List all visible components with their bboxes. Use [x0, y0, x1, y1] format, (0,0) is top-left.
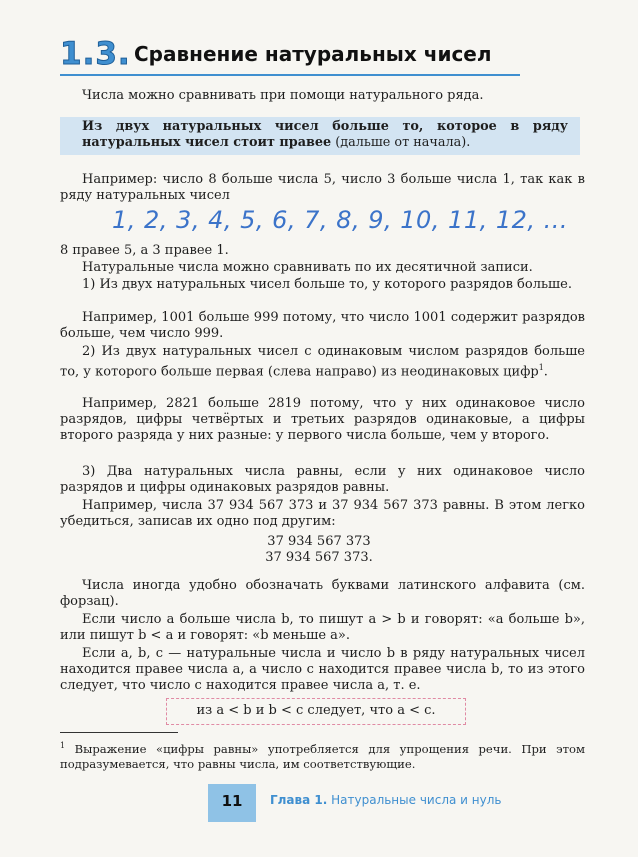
number-line-1: 37 934 567 373: [267, 534, 371, 549]
section-number: 1.3.: [60, 36, 131, 72]
example-paragraph-3: Например, 2821 больше 2819 потому, что у них одинаковое число разрядов, цифры четвёртых и третьих разрядов одинаковые, а цифры второго разряда у них разные: у первого числа больше, чем у второго.: [60, 396, 585, 443]
section-title: Сравнение натуральных чисел: [134, 42, 492, 66]
example-paragraph-4: Например, числа 37 934 567 373 и 37 934 567 373 равны. В этом легко убедиться, записав их одно под другим:: [60, 498, 585, 529]
chapter-footer: [270, 793, 501, 807]
handwritten-number-series: 1, 2, 3, 4, 5, 6, 7, 8, 9, 10, 11, 12, ...: [112, 206, 569, 234]
rule-2-text: 2) Из двух натуральных чисел с одинаковым числом разрядов больше то, у которого больше первая (слева направо) из неодинаковых цифр: [60, 344, 585, 380]
ab-paragraph: Если число a больше числа b, то пишут a > b и говорят: «a больше b», или пишут b < a и говорят: «b меньше a».: [60, 612, 585, 643]
rule-3-paragraph: 3) Два натуральных числа равны, если у них одинаковое число разрядов и цифры одинаковых разрядов равны.: [60, 464, 585, 495]
after-series-text: 8 правее 5, а 3 правее 1.: [60, 243, 229, 258]
header-underline: [60, 74, 520, 76]
rule-1-paragraph: 1) Из двух натуральных чисел больше то, у которого разрядов больше.: [82, 277, 572, 292]
page-number: 11: [208, 784, 256, 822]
abc-paragraph: Если a, b, c — натуральные числа и число b в ряду натуральных чисел находится правее числа a, а число c находится правее числа b, то из этого следует, что число c находится правее числа a, т. е.: [60, 646, 585, 693]
rule-2-paragraph: [60, 344, 585, 380]
rule-box: [60, 117, 580, 155]
example-paragraph-1: Например: число 8 больше числа 5, число 3 больше числа 1, так как в ряду натуральных чисел: [60, 172, 585, 203]
example-paragraph-2: Например, 1001 больше 999 потому, что число 1001 содержит разрядов больше, чем число 999.: [60, 310, 585, 341]
rule-text: Из двух натуральных чисел больше то, которое в ряду натуральных чисел стоит правее: [82, 119, 568, 150]
rule-tail: (дальше от начала).: [331, 135, 471, 150]
footnote-text: Выражение «цифры равны» употребляется для упрощения речи. При этом подразумевается, что равны числа, им соответствующие.: [60, 741, 585, 771]
footnote: [60, 738, 585, 772]
section-header: [60, 36, 620, 74]
chapter-label: Глава 1.: [270, 793, 328, 807]
number-line-2: 37 934 567 373.: [265, 550, 373, 565]
chapter-title: Натуральные числа и нуль: [327, 793, 502, 807]
decimal-paragraph: Натуральные числа можно сравнивать по их десятичной записи.: [82, 260, 533, 275]
footnote-divider: [60, 732, 178, 733]
rule-2-end: .: [543, 364, 548, 380]
footnote-mark: 1: [60, 741, 66, 750]
footnote-ref: 1: [538, 363, 544, 372]
letters-paragraph: Числа иногда удобно обозначать буквами латинского алфавита (см. форзац).: [60, 578, 585, 609]
intro-text: Числа можно сравнивать при помощи натурального ряда.: [82, 88, 484, 103]
transitivity-box: из a < b и b < c следует, что a < c.: [166, 698, 466, 725]
